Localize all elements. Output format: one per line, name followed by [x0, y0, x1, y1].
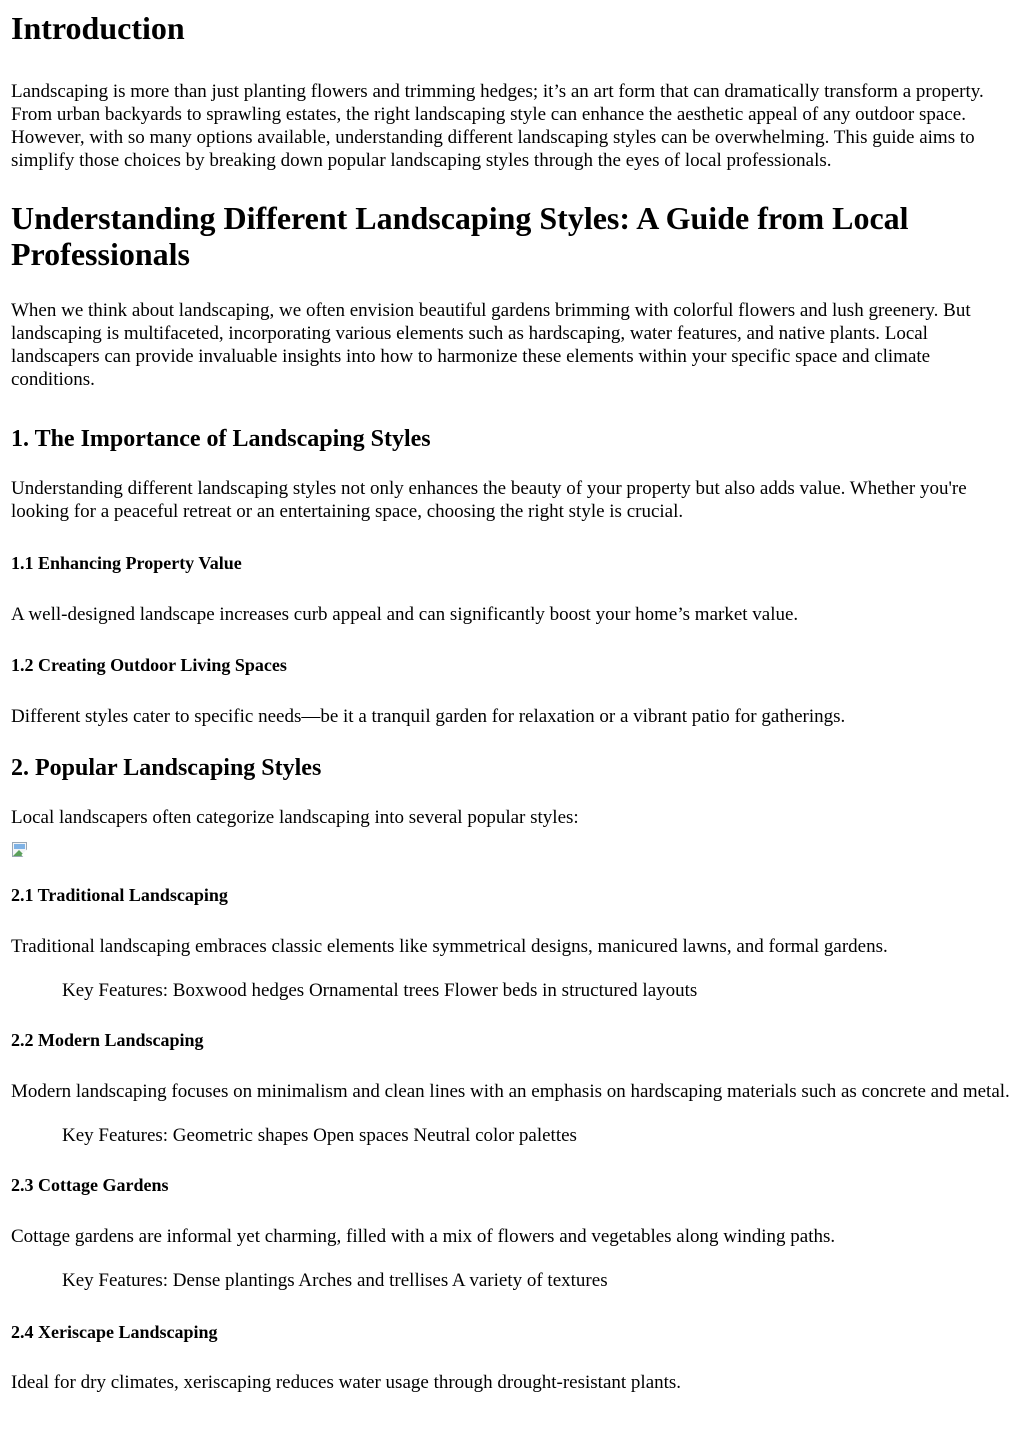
style-traditional-features: Key Features: Boxwood hedges Ornamental trees Flower beds in structured layouts — [62, 980, 698, 1001]
style-cottage-heading: 2.3 Cottage Gardens — [11, 1175, 169, 1195]
style-xeriscape-paragraph: Ideal for dry climates, xeriscaping reduces water usage through drought-resistant plants. — [11, 1372, 682, 1393]
intro-paragraph: Landscaping is more than just planting flowers and trimming hedges; it’s an art form that can dramatically transform a property. From urban backyards to sprawling estates, the right landscaping style can enhance the aesthetic appeal of any outdoor space. However, with so many options available, understanding different landscaping styles can be overwhelming. This guide aims to simplify those choices by breaking down popular landscaping styles through the eyes of local professionals. — [11, 81, 984, 171]
section-1-paragraph: Understanding different landscaping styles not only enhances the beauty of your property but also adds value. Whether you're looking for a peaceful retreat or an entertaining space, choosing the right style is crucial. — [11, 478, 967, 522]
broken-image-icon — [11, 840, 31, 860]
style-modern-features: Key Features: Geometric shapes Open spaces Neutral color palettes — [62, 1125, 577, 1146]
main-heading: Understanding Different Landscaping Styles: A Guide from Local Professionals — [11, 200, 909, 272]
style-xeriscape-heading: 2.4 Xeriscape Landscaping — [11, 1322, 218, 1342]
subsection-1-1-paragraph: A well-designed landscape increases curb appeal and can significantly boost your home’s market value. — [11, 604, 799, 625]
style-cottage-features: Key Features: Dense plantings Arches and trellises A variety of textures — [62, 1270, 608, 1291]
subsection-1-1-heading: 1.1 Enhancing Property Value — [11, 553, 242, 573]
section-2-heading: 2. Popular Landscaping Styles — [11, 755, 322, 781]
section-2-paragraph: Local landscapers often categorize landscaping into several popular styles: — [11, 807, 579, 828]
article — [0, 10, 1024, 1394]
style-traditional-heading: 2.1 Traditional Landscaping — [11, 885, 228, 905]
intro-heading: Introduction — [11, 10, 185, 46]
section-1-heading: 1. The Importance of Landscaping Styles — [11, 426, 431, 452]
style-modern-paragraph: Modern landscaping focuses on minimalism and clean lines with an emphasis on hardscaping materials such as concrete and metal. — [11, 1081, 1010, 1102]
style-modern-heading: 2.2 Modern Landscaping — [11, 1030, 204, 1050]
style-cottage-paragraph: Cottage gardens are informal yet charming, filled with a mix of flowers and vegetables along winding paths. — [11, 1226, 836, 1247]
image-container — [11, 840, 1013, 864]
subsection-1-2-heading: 1.2 Creating Outdoor Living Spaces — [11, 655, 287, 675]
subsection-1-2-paragraph: Different styles cater to specific needs—be it a tranquil garden for relaxation or a vibrant patio for gatherings. — [11, 706, 846, 727]
style-traditional-paragraph: Traditional landscaping embraces classic elements like symmetrical designs, manicured lawns, and formal gardens. — [11, 936, 888, 957]
main-paragraph: When we think about landscaping, we often envision beautiful gardens brimming with colorful flowers and lush greenery. But landscaping is multifaceted, incorporating various elements such as hardscaping, water features, and native plants. Local landscapers can provide invaluable insights into how to harmonize these elements within your specific space and climate conditions. — [11, 300, 971, 390]
